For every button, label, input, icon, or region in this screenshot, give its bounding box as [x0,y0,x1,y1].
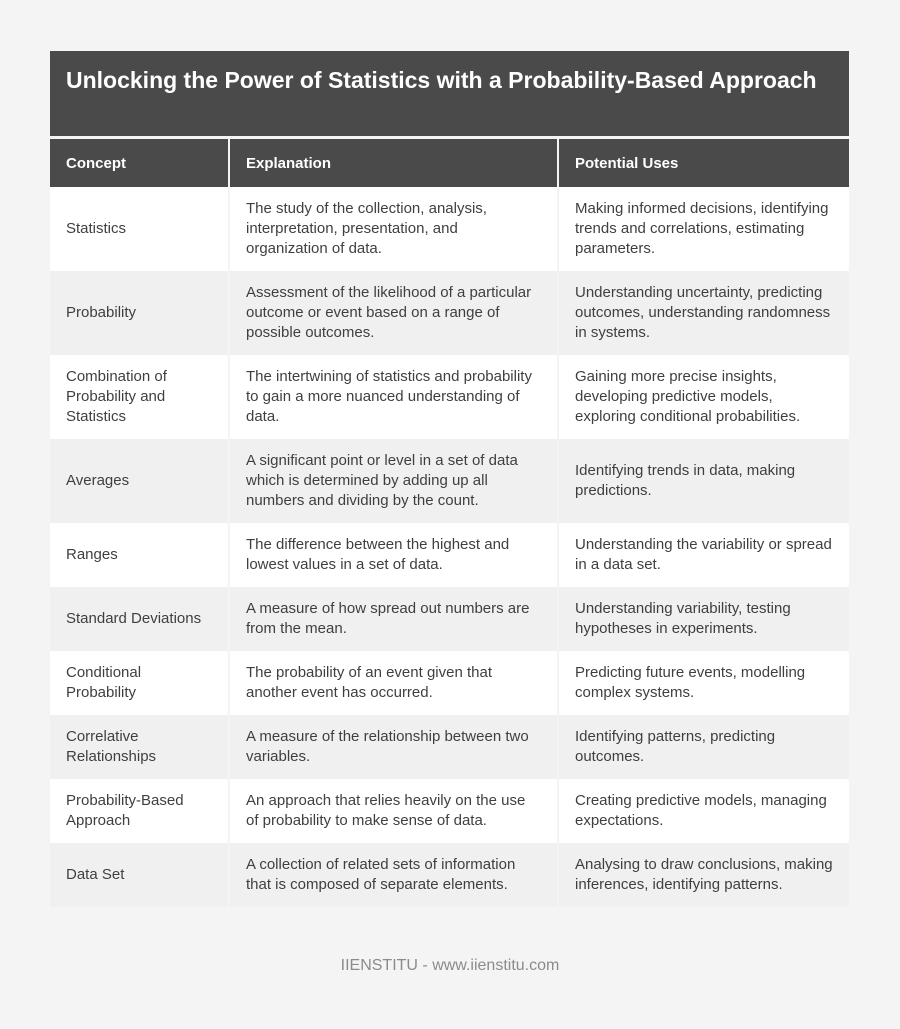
explanation-cell [228,587,557,651]
uses-cell [557,587,849,651]
explanation-text: The intertwining of statistics and probability to gain a more nuanced understanding of data. [246,368,532,425]
explanation-text: A significant point or level in a set of data which is determined by adding up all numbers and dividing by the count. [246,452,518,509]
concept-cell [50,355,228,439]
concept-text: Ranges [66,546,118,563]
uses-text: Analysing to draw conclusions, making inferences, identifying patterns. [575,856,833,893]
explanation-cell [228,271,557,355]
table-row [50,523,849,587]
explanation-text: An approach that relies heavily on the use of probability to make sense of data. [246,792,526,829]
uses-cell [557,271,849,355]
uses-cell [557,779,849,843]
explanation-text: A measure of the relationship between two variables. [246,728,529,765]
table-row [50,779,849,843]
uses-text: Identifying patterns, predicting outcomes. [575,728,776,765]
concept-cell [50,779,228,843]
explanation-cell [228,523,557,587]
concept-cell [50,271,228,355]
uses-text: Understanding the variability or spread in a data set. [575,536,832,573]
concept-text: Conditional Probability [66,664,142,701]
explanation-text: The difference between the highest and lowest values in a set of data. [246,536,510,573]
concept-cell [50,843,228,907]
table-row [50,355,849,439]
uses-cell [557,355,849,439]
concept-cell [50,587,228,651]
uses-text: Understanding uncertainty, predicting outcomes, understanding randomness in systems. [575,284,831,341]
concept-cell [50,715,228,779]
uses-text: Identifying trends in data, making predictions. [575,462,796,499]
concept-text: Statistics [66,220,127,237]
uses-text: Gaining more precise insights, developing predictive models, exploring conditional probabilities. [575,368,801,425]
uses-cell [557,187,849,271]
concept-text: Averages [66,472,130,489]
explanation-cell [228,187,557,271]
table-row [50,271,849,355]
table-row [50,651,849,715]
table-header-row [50,139,849,187]
table-row [50,715,849,779]
concept-cell [50,187,228,271]
concept-text: Data Set [66,866,125,883]
uses-text: Predicting future events, modelling complex systems. [575,664,806,701]
concept-cell [50,523,228,587]
table-row [50,439,849,523]
column-header-concept: Concept [66,154,126,172]
concept-text: Correlative Relationships [66,728,157,765]
table-row [50,843,849,907]
uses-cell [557,439,849,523]
uses-text: Creating predictive models, managing expectations. [575,792,827,829]
table-row [50,187,849,271]
concept-cell [50,651,228,715]
concept-cell [50,439,228,523]
explanation-cell [228,843,557,907]
explanation-cell [228,651,557,715]
concept-text: Combination of Probability and Statistics [66,368,167,425]
uses-text: Understanding variability, testing hypotheses in experiments. [575,600,791,637]
uses-cell [557,715,849,779]
explanation-text: Assessment of the likelihood of a particular outcome or event based on a range of possible outcomes. [246,284,532,341]
page-title: Unlocking the Power of Statistics with a Probability-Based Approach [50,51,849,136]
column-header-potential-uses: Potential Uses [557,139,849,187]
column-header-explanation: Explanation [228,139,557,187]
explanation-text: A measure of how spread out numbers are from the mean. [246,600,530,637]
uses-cell [557,843,849,907]
explanation-cell [228,779,557,843]
table-card [50,51,849,907]
uses-cell [557,523,849,587]
footer-attribution: IIENSTITU - www.iienstitu.com [340,957,560,974]
concept-text: Probability-Based Approach [66,792,184,829]
table-row [50,587,849,651]
concept-text: Standard Deviations [66,610,202,627]
explanation-cell [228,715,557,779]
table-body [50,187,849,907]
uses-text: Making informed decisions, identifying trends and correlations, estimating parameters. [575,200,829,257]
explanation-cell [228,439,557,523]
explanation-cell [228,355,557,439]
explanation-text: The study of the collection, analysis, interpretation, presentation, and organization of data. [246,200,487,257]
concept-text: Probability [66,304,137,321]
explanation-text: A collection of related sets of information that is composed of separate elements. [246,856,516,893]
uses-cell [557,651,849,715]
explanation-text: The probability of an event given that another event has occurred. [246,664,492,701]
